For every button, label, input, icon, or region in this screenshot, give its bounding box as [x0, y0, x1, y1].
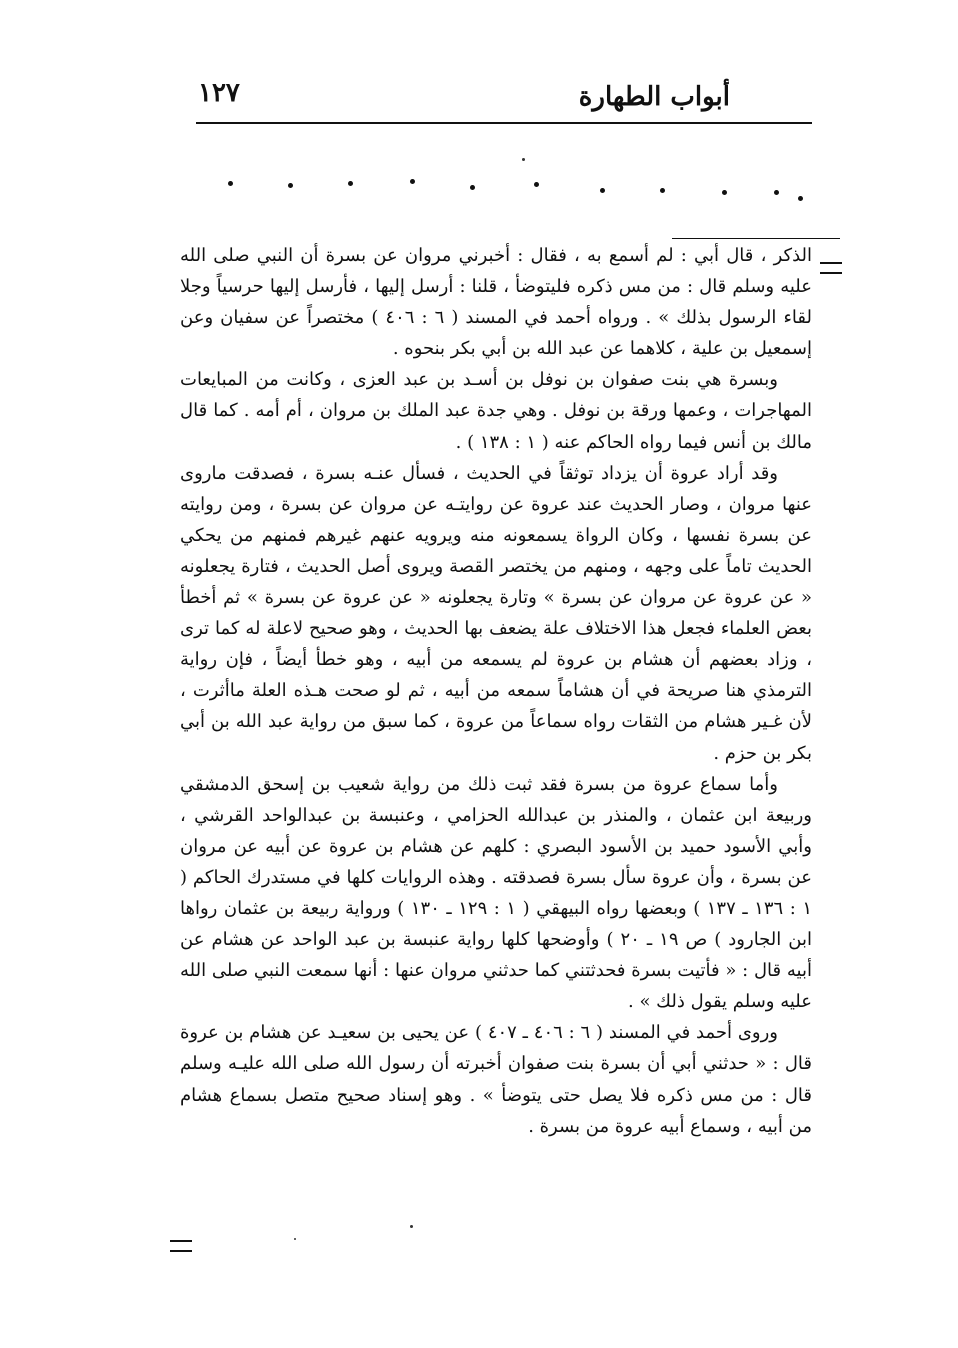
running-title: أبواب الطهارة — [578, 82, 730, 112]
scan-speck — [410, 1225, 413, 1228]
paragraph-4: وأما سماع عروة من بسرة فقد ثبت ذلك من رواية شعيب بن إسحق الدمشقي وربيعة ابن عثمان ، والمنذر بن عبدالله الحزامي ، وعنبسة بن عبدالواحد القرشي ، وأبي الأسود حميد بن الأسود البصري : كلهم عن هشام بن عروة عن أبيه عن مروان عن بسرة ، وأن عروة سأل بسرة فصدقته . وهذه الروايات كلها في مستدرك الحاكم ( ١ : ١٣٦ ـ ١٣٧ ) وبعضها رواه البيهقي ( ١ : ١٢٩ ـ ١٣٠ ) ورواية ربيعة بن عثمان رواها ابن الجارود ) ص ١٩ ـ ٢٠ ) وأوضحها كلها رواية عنبسة بن عبد الواحد عن هشام عن أبيه قال : « فأتيت بسرة فحدثتني كما حدثني مروان عنها : أنها سمعت النبي صلى الله عليه وسلم يقول ذلك » . — [180, 773, 812, 1013]
header-rule — [196, 122, 812, 124]
page-header — [190, 78, 820, 122]
footnote-continued-mark — [170, 1240, 192, 1252]
scan-speck — [522, 158, 525, 161]
page-number: ١٢٧ — [198, 78, 240, 108]
paragraph-1: الذكر ، قال أبي : لم أسمع به ، فقال : أخبرني مروان عن بسرة أن النبي صلى الله عليه وسلم قال : من مس ذكره فليتوضأ ، قلنا : أرسل إليها ، فأرسل إليها حرسياً وجلا لقاء الرسول بذلك » . ورواه أحمد في المسند ( ٦ : ٤٠٦ ) مختصراً عن سفيان وعن إسمعيل بن علية ، كلاهما عن عبد الله بن أبي بكر بنحوه . — [180, 245, 812, 360]
scan-speck — [294, 1238, 296, 1240]
paragraph-3: وقد أراد عروة أن يزداد توثقاً في الحديث ، فسأل عنـه بسرة ، فصدقت ماروى عنها مروان ، وصار الحديث عند عروة عن روايتـه عن مروان عن بسرة ، ومن روايته عن بسرة نفسها ، وكان الرواة يسمعونه منه ويرويه عنهم غيرهم فمنهم من يحكي الحديث تاماً على وجهه ، ومنهم من يختصر القصة ويروى أصل الحديث ، فتارة يجعلونه « عن عروة عن مروان عن بسرة » وتارة يجعلونه « عن عروة عن بسرة » ثم أخطأ بعض العلماء فجعل هذا الاختلاف علة يضعف بها الحديث ، وهو صحيح لاعلة له كما ترى ، وزاد بعضهم أن هشام بن عروة لم يسمعه من أبيه ، وهو خطأ أيضاً ، فإن رواية الترمذي هنا صريحة في أن هشاماً سمعه من أبيه ، ثم لو صحت هـذه العلة ماأثرت ، لأن غـير هشام من الثقات رواه سماعاً من عروة ، كما سبق من رواية عبد الله بن أبي بكر بن حزم . — [180, 462, 813, 764]
footnote-text — [180, 240, 812, 1142]
paragraph-5: وروى أحمد في المسند ( ٦ : ٤٠٦ ـ ٤٠٧ ) عن يحيى بن سعيـد عن هشام بن عروة قال : « حدثني أبي أن بسرة بنت صفوان أخبرته أن رسول الله صلى الله عليـه وسلم قال : من مس ذكره فلا يصل حتى يتوضأ » . وهو إسناد صحيح متصل بسماع هشام من أبيه ، وسماع أبيه عروة من بسرة . — [180, 1022, 812, 1137]
footnote-continuation-mark — [820, 262, 842, 274]
ellipsis-row — [214, 178, 814, 208]
footnote-separator — [672, 238, 840, 239]
paragraph-2: وبسرة هي بنت صفوان بن نوفل بن أسـد بن عبد العزى ، وكانت من المبايعات المهاجرات ، وعمها ورقة بن نوفل . وهي جدة عبد الملك بن مروان ، أم أمه . كما قال مالك بن أنس فيما رواه الحاكم عنه ( ١ : ١٣٨ ) . — [180, 369, 812, 453]
